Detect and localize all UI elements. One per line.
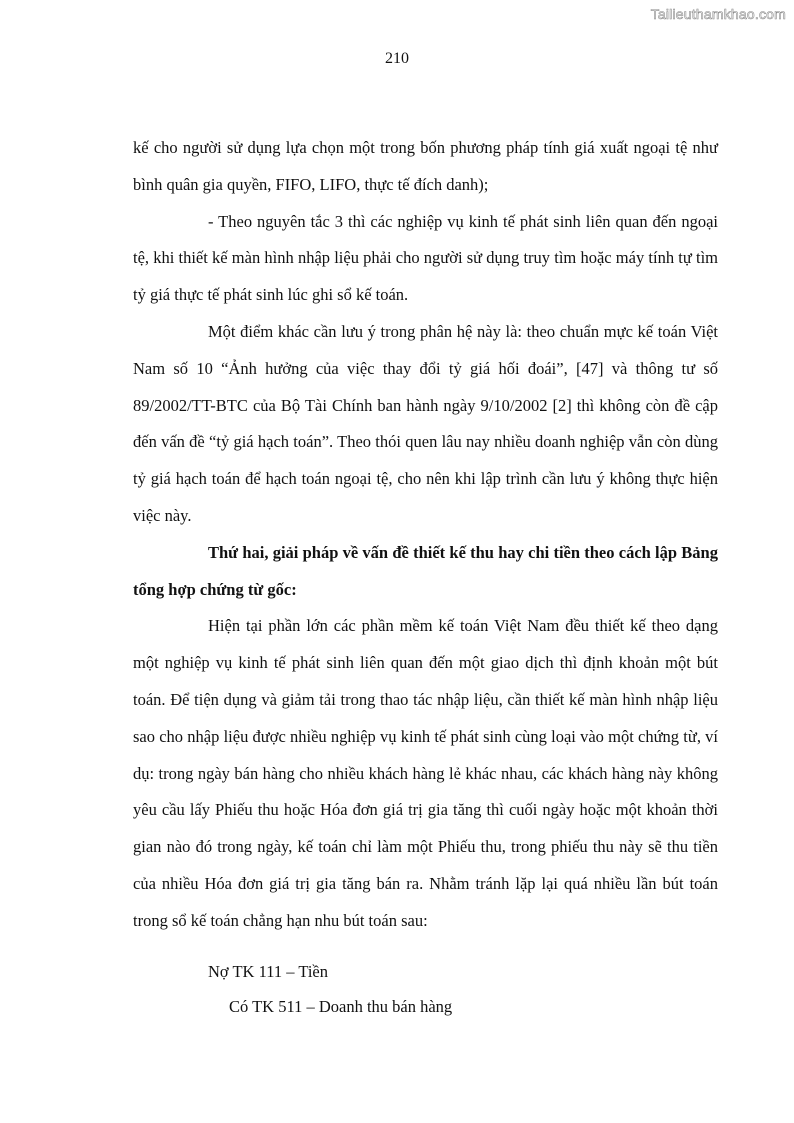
page-number: 210	[385, 50, 409, 67]
paragraph-principle-3: - Theo nguyên tắc 3 thì các nghiệp vụ kinh tế phát sinh liên quan đến ngoại tệ, khi thiết kế màn hình nhập liệu phải cho người sử dụng truy tìm hoặc máy tính tự tìm tỷ giá thực tế phát sinh lúc ghi sổ kế toán.	[133, 211, 718, 305]
paragraph-continuation: kế cho người sử dụng lựa chọn một trong bốn phương pháp tính giá xuất ngoại tệ như bình quân gia quyền, FIFO, LIFO, thực tế đích danh);	[133, 138, 718, 194]
watermark-text: Tailieuthamkhao.com	[650, 6, 786, 22]
paragraph-current-software: Hiện tại phần lớn các phần mềm kế toán Việt Nam đều thiết kế theo dạng một nghiệp vụ kinh tế phát sinh liên quan đến một giao dịch thì định khoản một bút toán. Để tiện dụng và giảm tải trong thao tác nhập liệu, cần thiết kế màn hình nhập liệu sao cho nhập liệu được nhiều nghiệp vụ kinh tế phát sinh cùng loại vào một chứng từ, ví dụ: trong ngày bán hàng cho nhiều khách hàng lẻ khác nhau, các khách hàng này không yêu cầu lấy Phiếu thu hoặc Hóa đơn giá trị gia tăng thì cuối ngày hoặc một khoản thời gian nào đó trong ngày, kế toán chỉ làm một Phiếu thu, trong phiếu thu này sẽ thu tiền của nhiều Hóa đơn giá trị gia tăng bán ra. Nhằm tránh lặp lại quá nhiều lần bút toán trong sổ kế toán chẳng hạn nhu bút toán sau:	[133, 616, 718, 930]
journal-entry-debit: Nợ TK 111 – Tiền	[208, 962, 328, 981]
paragraph-exchange-rate-note: Một điểm khác cần lưu ý trong phân hệ này là: theo chuẩn mực kế toán Việt Nam số 10 “Ảnh hưởng của việc thay đổi tỷ giá hối đoái”, [47] và thông tư số 89/2002/TT-BTC của Bộ Tài Chính ban hành ngày 9/10/2002 [2] thì không còn đề cập đến vấn đề “tỷ giá hạch toán”. Theo thói quen lâu nay nhiều doanh nghiệp vẫn còn dùng tỷ giá hạch toán để hạch toán ngoại tệ, cho nên khi lập trình cần lưu ý không thực hiện việc này.	[133, 321, 718, 525]
journal-entry-credit: Có TK 511 – Doanh thu bán hàng	[229, 997, 453, 1016]
section-heading: Thứ hai, giải pháp về vấn đề thiết kế thu hay chi tiền theo cách lập Bảng tổng hợp chứng từ gốc:	[133, 542, 718, 599]
document-body	[133, 130, 718, 940]
